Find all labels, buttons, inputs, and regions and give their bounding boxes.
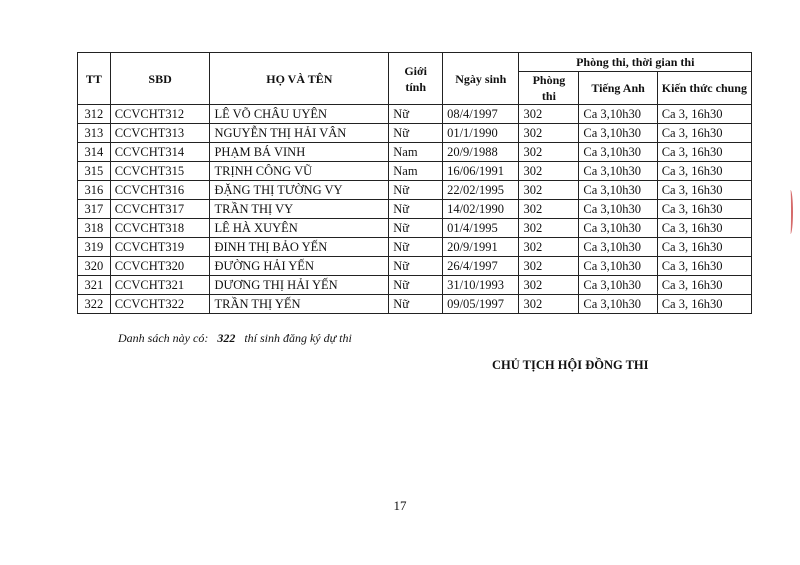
cell-sex: Nam <box>389 143 443 162</box>
cell-general: Ca 3, 16h30 <box>657 295 751 314</box>
cell-general: Ca 3, 16h30 <box>657 181 751 200</box>
cell-dob: 26/4/1997 <box>443 257 519 276</box>
cell-general: Ca 3, 16h30 <box>657 219 751 238</box>
cell-dob: 09/05/1997 <box>443 295 519 314</box>
note-suffix: thí sinh đăng ký dự thi <box>244 331 352 345</box>
cell-tt: 315 <box>78 162 111 181</box>
header-room-time-group: Phòng thi, thời gian thi <box>519 53 752 72</box>
cell-dob: 14/02/1990 <box>443 200 519 219</box>
cell-sbd: CCVCHT315 <box>110 162 210 181</box>
page-number: 17 <box>393 498 407 513</box>
header-general: Kiến thức chung <box>657 72 751 105</box>
header-english: Tiếng Anh <box>579 72 657 105</box>
cell-english: Ca 3,10h30 <box>579 219 657 238</box>
cell-sex: Nữ <box>389 295 443 314</box>
note-count: 322 <box>217 331 236 345</box>
edge-mark <box>788 190 793 234</box>
cell-tt: 317 <box>78 200 111 219</box>
cell-english: Ca 3,10h30 <box>579 295 657 314</box>
cell-room: 302 <box>519 219 579 238</box>
cell-general: Ca 3, 16h30 <box>657 276 751 295</box>
summary-note <box>118 331 352 346</box>
cell-name: ĐƯỜNG HẢI YẾN <box>210 257 389 276</box>
table-row <box>78 200 752 219</box>
header-sex <box>389 53 443 105</box>
cell-room: 302 <box>519 124 579 143</box>
cell-dob: 31/10/1993 <box>443 276 519 295</box>
cell-dob: 20/9/1991 <box>443 238 519 257</box>
cell-sex: Nữ <box>389 181 443 200</box>
cell-sex: Nữ <box>389 238 443 257</box>
cell-general: Ca 3, 16h30 <box>657 238 751 257</box>
cell-name: ĐINH THỊ BẢO YẾN <box>210 238 389 257</box>
cell-english: Ca 3,10h30 <box>579 181 657 200</box>
table-row <box>78 295 752 314</box>
cell-sex: Nữ <box>389 257 443 276</box>
cell-tt: 320 <box>78 257 111 276</box>
cell-sex: Nữ <box>389 105 443 124</box>
cell-sex: Nữ <box>389 124 443 143</box>
cell-sbd: CCVCHT313 <box>110 124 210 143</box>
cell-tt: 314 <box>78 143 111 162</box>
cell-name: LÊ HÀ XUYÊN <box>210 219 389 238</box>
cell-name: TRỊNH CÔNG VŨ <box>210 162 389 181</box>
cell-tt: 316 <box>78 181 111 200</box>
cell-general: Ca 3, 16h30 <box>657 162 751 181</box>
table-row <box>78 181 752 200</box>
table-body <box>78 105 752 314</box>
cell-english: Ca 3,10h30 <box>579 105 657 124</box>
cell-english: Ca 3,10h30 <box>579 276 657 295</box>
table-row <box>78 105 752 124</box>
cell-name: DƯƠNG THỊ HẢI YẾN <box>210 276 389 295</box>
cell-room: 302 <box>519 238 579 257</box>
cell-name: ĐẶNG THỊ TƯỜNG VY <box>210 181 389 200</box>
table-row <box>78 143 752 162</box>
header-tt: TT <box>78 53 111 105</box>
cell-general: Ca 3, 16h30 <box>657 105 751 124</box>
candidate-table <box>77 52 752 314</box>
cell-room: 302 <box>519 143 579 162</box>
cell-name: TRẦN THỊ VY <box>210 200 389 219</box>
cell-sbd: CCVCHT317 <box>110 200 210 219</box>
cell-general: Ca 3, 16h30 <box>657 124 751 143</box>
cell-tt: 322 <box>78 295 111 314</box>
cell-name: LÊ VÕ CHÂU UYÊN <box>210 105 389 124</box>
cell-english: Ca 3,10h30 <box>579 124 657 143</box>
cell-dob: 22/02/1995 <box>443 181 519 200</box>
table-row <box>78 238 752 257</box>
table-row <box>78 276 752 295</box>
cell-english: Ca 3,10h30 <box>579 143 657 162</box>
cell-sbd: CCVCHT322 <box>110 295 210 314</box>
cell-dob: 01/4/1995 <box>443 219 519 238</box>
table-row <box>78 124 752 143</box>
cell-general: Ca 3, 16h30 <box>657 257 751 276</box>
cell-tt: 318 <box>78 219 111 238</box>
cell-sbd: CCVCHT316 <box>110 181 210 200</box>
cell-dob: 01/1/1990 <box>443 124 519 143</box>
cell-name: PHẠM BÁ VINH <box>210 143 389 162</box>
cell-sex: Nữ <box>389 200 443 219</box>
cell-sex: Nữ <box>389 276 443 295</box>
header-sex-line1: Giới <box>404 63 427 78</box>
header-dob: Ngày sinh <box>443 53 519 105</box>
cell-name: TRẦN THỊ YẾN <box>210 295 389 314</box>
cell-sex: Nam <box>389 162 443 181</box>
cell-room: 302 <box>519 200 579 219</box>
cell-tt: 321 <box>78 276 111 295</box>
header-room <box>519 72 579 105</box>
table-row <box>78 257 752 276</box>
header-room-line1: Phòng <box>532 73 566 87</box>
cell-english: Ca 3,10h30 <box>579 162 657 181</box>
cell-sbd: CCVCHT321 <box>110 276 210 295</box>
cell-room: 302 <box>519 181 579 200</box>
cell-tt: 319 <box>78 238 111 257</box>
cell-room: 302 <box>519 162 579 181</box>
cell-english: Ca 3,10h30 <box>579 257 657 276</box>
cell-english: Ca 3,10h30 <box>579 238 657 257</box>
header-sbd: SBD <box>110 53 210 105</box>
cell-sbd: CCVCHT319 <box>110 238 210 257</box>
header-name: HỌ VÀ TÊN <box>210 53 389 105</box>
cell-sbd: CCVCHT318 <box>110 219 210 238</box>
header-room-line2: thi <box>541 89 556 103</box>
cell-room: 302 <box>519 105 579 124</box>
cell-sbd: CCVCHT312 <box>110 105 210 124</box>
cell-sex: Nữ <box>389 219 443 238</box>
cell-general: Ca 3, 16h30 <box>657 200 751 219</box>
table-row <box>78 219 752 238</box>
cell-dob: 20/9/1988 <box>443 143 519 162</box>
cell-tt: 313 <box>78 124 111 143</box>
cell-dob: 08/4/1997 <box>443 105 519 124</box>
cell-room: 302 <box>519 257 579 276</box>
cell-dob: 16/06/1991 <box>443 162 519 181</box>
cell-name: NGUYỄN THỊ HẢI VÂN <box>210 124 389 143</box>
cell-room: 302 <box>519 276 579 295</box>
cell-english: Ca 3,10h30 <box>579 200 657 219</box>
note-prefix: Danh sách này có: <box>118 331 209 345</box>
cell-room: 302 <box>519 295 579 314</box>
cell-tt: 312 <box>78 105 111 124</box>
chair-title: CHỦ TỊCH HỘI ĐỒNG THI <box>492 358 649 372</box>
table-row <box>78 162 752 181</box>
cell-sbd: CCVCHT320 <box>110 257 210 276</box>
cell-general: Ca 3, 16h30 <box>657 143 751 162</box>
header-sex-line2: tính <box>405 79 427 94</box>
cell-sbd: CCVCHT314 <box>110 143 210 162</box>
